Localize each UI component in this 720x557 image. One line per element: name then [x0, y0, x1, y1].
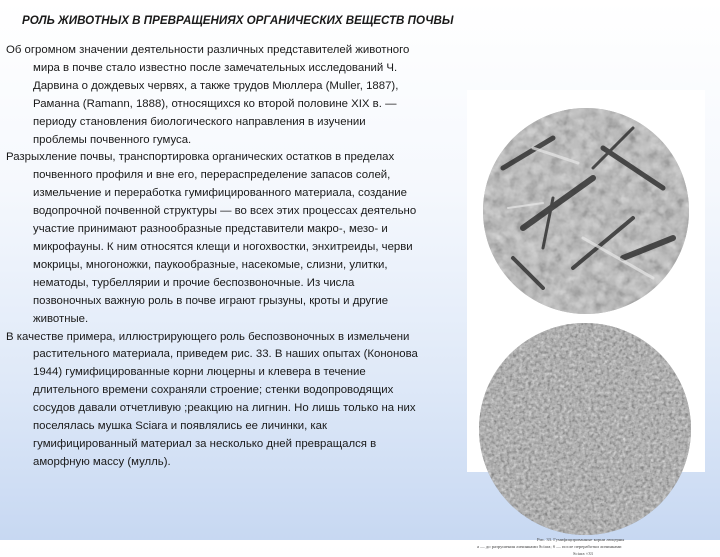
text-line: почвенного профиля и вне его, перераспределение запасов солей, [33, 169, 391, 182]
text-line: животные. [33, 312, 89, 325]
text-line: проблемы почвенного гумуса. [33, 133, 192, 146]
paragraph-3 [6, 329, 468, 472]
caption-line: Рис. 33. Гумифицированные корни люцерны [537, 537, 625, 542]
text-line: 1944) гумифицированные корни люцерны и клевера в течение [33, 366, 366, 379]
text-line: Дарвина о дождевых червях, а также трудов Мюллера (Muller, 1887), [33, 79, 399, 92]
text-line: аморфную массу (мулль). [33, 455, 171, 468]
slide-title: РОЛЬ ЖИВОТНЫХ В ПРЕВРАЩЕНИЯХ ОРГАНИЧЕСКИХ ВЕЩЕСТВ ПОЧВЫ [22, 14, 454, 27]
text-line: микрофауны. К ним относятся клещи и ногохвостки, энхитреиды, черви [33, 240, 413, 253]
text-line: измельчение и переработка гумифицированного материала, создание [33, 187, 407, 200]
micrograph-before [483, 108, 689, 314]
micrograph-after [479, 323, 691, 535]
text-line: мира в почве стало известно после замечательных исследований Ч. [33, 61, 398, 74]
text-line: растительного материала, приведем рис. 33. В наших опытах (Кононова [33, 348, 418, 361]
text-line: позвоночных важную роль в почве играют грызуны, кроты и другие [33, 294, 389, 307]
text-line: Раманна (Ramann, 1888), относящихся ко второй половине XIX в. — [33, 97, 397, 110]
text-line: Разрыхление почвы, транспортировка органических остатков в пределах [6, 151, 395, 164]
text-line: участие принимают разнообразные представители макро-, мезо- и [33, 223, 388, 236]
text-line: мокрицы, многоножки, паукообразные, насекомые, слизни, улитки, [33, 258, 388, 271]
text-line: периоду становления биологического направления в изучении [33, 115, 366, 128]
paragraph-2 [6, 149, 468, 328]
text-line: Об огромном значении деятельности различных представителей животного [6, 44, 410, 56]
text-body [6, 42, 468, 472]
text-line: нематоды, турбеллярии и прочие беспозвоночные. Из числа [33, 276, 355, 289]
paragraph-1 [6, 42, 468, 149]
figure-caption [477, 536, 701, 557]
text-line: поселялась мушка Sciara и появлялись ее личинки, как [33, 420, 327, 433]
caption-line: Sciara ×33 [573, 551, 593, 556]
micrograph-figure [467, 90, 705, 556]
text-line: водопрочной почвенной структуры — во всех этих процессах деятельно [33, 205, 417, 218]
text-line: В качестве примера, иллюстрирующего роль беспозвоночных в измельчени [6, 330, 410, 343]
text-line: длительного времени сохраняли строение; стенки водопроводящих [33, 384, 394, 397]
caption-line: а — до разрушения личинками Sciara; б — после переработки личинками [477, 544, 622, 549]
text-line: гумифицированный материал за несколько дней превращался в [33, 437, 377, 450]
text-line: сосудов давали отчетливую ;реакцию на лигнин. Но лишь только на них [33, 402, 416, 415]
